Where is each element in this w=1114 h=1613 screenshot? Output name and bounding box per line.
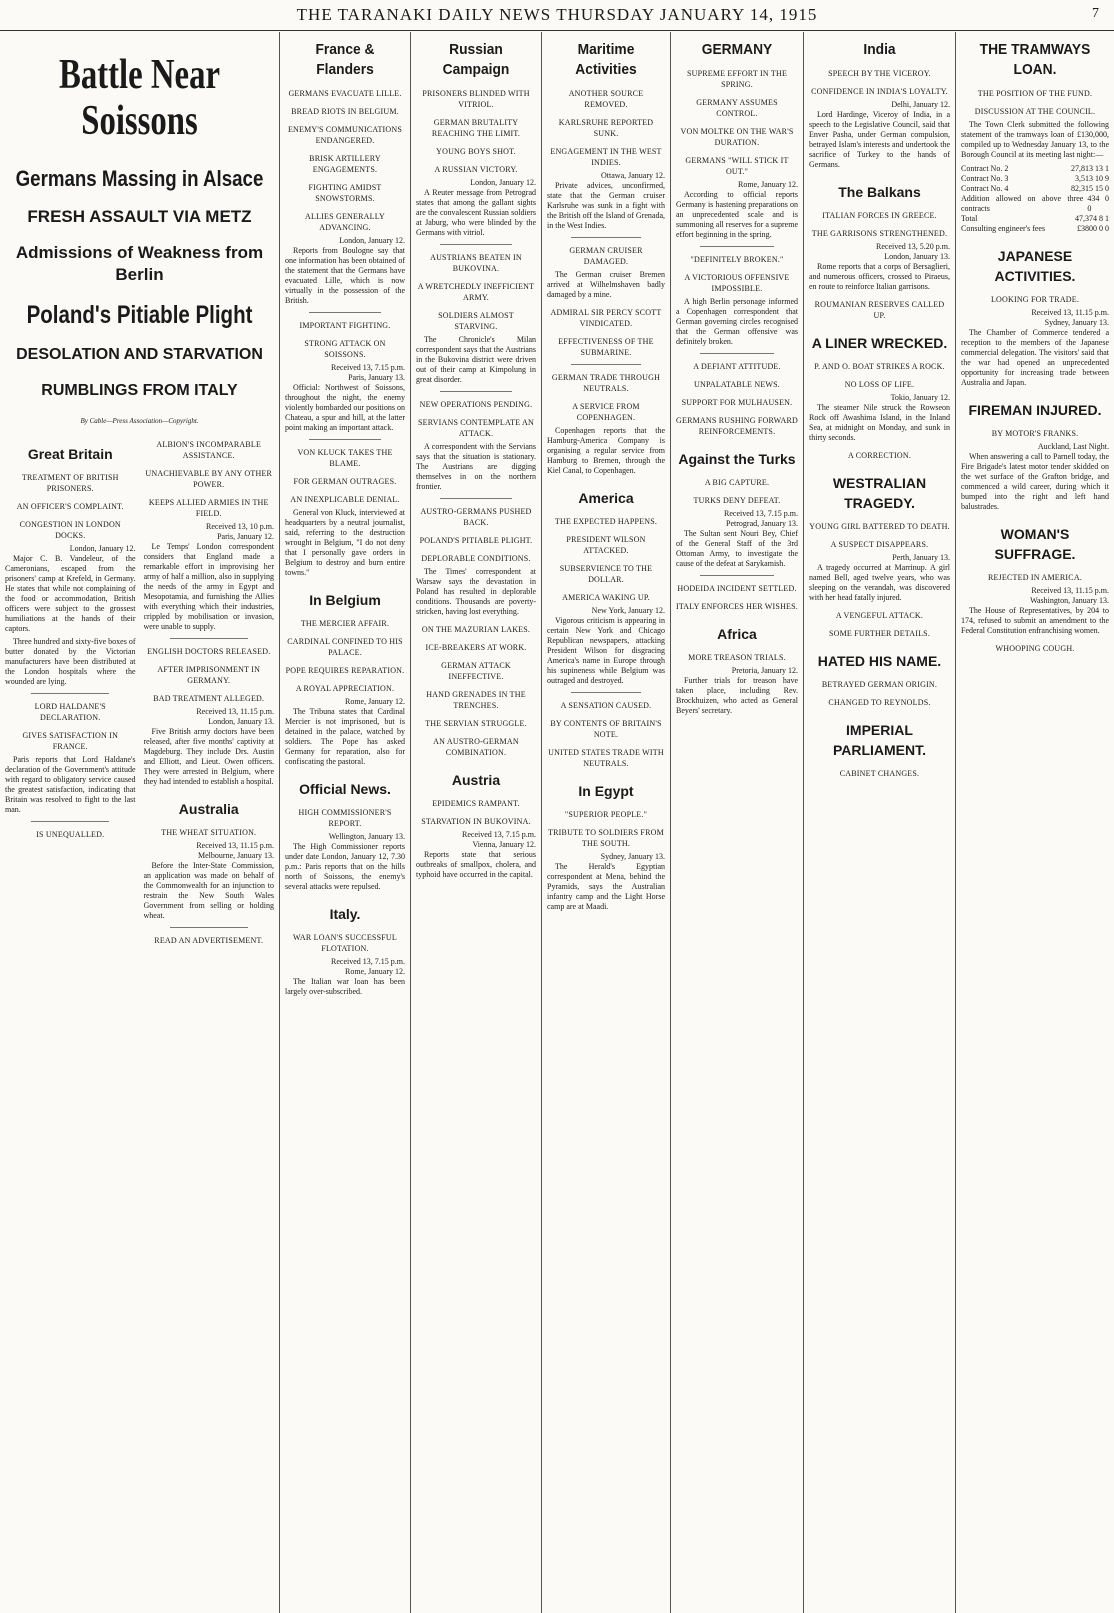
subhead: TREATMENT OF BRITISH PRISONERS. (21, 473, 119, 493)
headline-alsace: Germans Massing in Alsace (15, 166, 264, 191)
subhead: SERVIANS CONTEMPLATE AN ATTACK. (418, 418, 534, 438)
divider (700, 575, 773, 576)
subhead: VON MOLTKE ON THE WAR'S DURATION. (680, 127, 794, 147)
column-india (804, 32, 956, 1613)
article-body: A high Berlin personage informed a Copenhagen correspondent that German governing circles recognised that the German offensive was definitely broken. (676, 297, 798, 346)
subhead: GERMANS EVACUATE LILLE. (288, 89, 402, 98)
subhead: BY MOTOR'S FRANKS. (991, 429, 1079, 438)
subhead: PRISONERS BLINDED WITH VITRIOL. (422, 89, 530, 109)
subhead: AUSTRIANS BEATEN IN BUKOVINA. (430, 253, 522, 273)
subhead: ITALY ENFORCES HER WISHES. (676, 602, 798, 611)
subhead: "DEFINITELY BROKEN." (690, 255, 784, 264)
subhead: SOME FURTHER DETAILS. (828, 629, 931, 638)
subhead: POLAND'S PITIABLE PLIGHT. (419, 536, 533, 545)
ledger-row (961, 194, 1109, 214)
subhead: GERMANS RUSHING FORWARD REINFORCEMENTS. (676, 416, 798, 436)
dateline: Paris, January 13. (348, 373, 405, 382)
divider (170, 927, 248, 928)
divider (440, 391, 512, 392)
subhead: ENEMY'S COMMUNICATIONS ENDANGERED. (287, 125, 403, 145)
subhead: PRESIDENT WILSON ATTACKED. (566, 535, 646, 555)
subhead: LORD HALDANE'S DECLARATION. (34, 702, 106, 722)
subhead: YOUNG GIRL BATTERED TO DEATH. (809, 522, 950, 531)
col1-split (5, 432, 274, 949)
dateline: Washington, January 13. (1030, 596, 1109, 605)
subhead: UNACHIEVABLE BY ANY OTHER POWER. (145, 469, 273, 489)
section-great-britain: Great Britain (27, 446, 113, 462)
subhead: AN INEXPLICABLE DENIAL. (290, 495, 400, 504)
subhead: ADMIRAL SIR PERCY SCOTT VINDICATED. (550, 308, 662, 328)
section-maritime-activities: Maritime Activities (575, 41, 637, 78)
ledger-row (961, 214, 1109, 224)
subhead: UNPALATABLE NEWS. (693, 380, 781, 389)
subhead: HIGH COMMISSIONER'S REPORT. (298, 808, 392, 828)
subhead: THE WHEAT SITUATION. (161, 828, 257, 837)
dateline: Received 13, 7.15 p.m. (462, 830, 536, 839)
column-russian-campaign (411, 32, 542, 1613)
subhead: AN AUSTRO-GERMAN COMBINATION. (433, 737, 519, 757)
subhead: BY CONTENTS OF BRITAIN'S NOTE. (550, 719, 662, 739)
subhead: STRONG ATTACK ON SOISSONS. (304, 339, 386, 359)
divider (31, 821, 109, 822)
headline-soissons: Battle Near Soissons (58, 52, 220, 144)
dateline: Ottawa, January 12. (601, 171, 665, 180)
subhead: DEPLORABLE CONDITIONS. (421, 554, 531, 563)
subhead: YOUNG BOYS SHOT. (436, 147, 516, 156)
ledger-item: Contract No. 2 (961, 164, 1009, 173)
headline-italy: RUMBLINGS FROM ITALY (41, 382, 238, 399)
divider (309, 312, 381, 313)
dateline: Petrograd, January 13. (726, 519, 798, 528)
subhead: GERMAN ATTACK INEFFECTIVE. (441, 661, 511, 681)
ledger-amount: £3800 0 0 (1077, 224, 1109, 233)
subhead: TURKS DENY DEFEAT. (693, 496, 781, 505)
subhead: THE SERVIAN STRUGGLE. (425, 719, 527, 728)
section-official-news: Official News. (299, 781, 391, 797)
article-body: The German cruiser Bremen arrived at Wilhelmshaven badly damaged by a mine. (547, 270, 665, 299)
ledger-row (961, 174, 1109, 184)
dateline: Tokio, January 12. (890, 393, 950, 402)
dateline: London, January 13. (884, 252, 950, 261)
subhead: GERMANS "WILL STICK IT OUT." (685, 156, 789, 176)
section-the-balkans: The Balkans (838, 184, 921, 200)
page-number: 7 (1092, 6, 1100, 21)
subhead: ENGAGEMENT IN THE WEST INDIES. (550, 147, 662, 167)
article-body: Lord Hardinge, Viceroy of India, in a speech to the Legislative Council, said that Enver Pasha, under German compulsion, betrayed Islam's interests and undertook the sacrifice of Turkey to the hands of Germans. (809, 110, 950, 169)
subhead: AFTER IMPRISONMENT IN GERMANY. (157, 665, 261, 685)
article-body: Rome reports that a corps of Bersaglieri, and numerous officers, crossed to Piraeus, en route to reinforce Italian garrisons. (809, 262, 950, 291)
subhead: SPEECH BY THE VICEROY. (828, 69, 931, 78)
article-body: The Chronicle's Milan correspondent says that the Austrians in the Bukovina district were driven out of their camp at Kimpolung in great disorder. (416, 335, 536, 384)
dateline: Received 13, 11.15 p.m. (1031, 586, 1109, 595)
article-body: The Tribuna states that Cardinal Mercier is not imprisoned, but is detained in the palace, watched by soldiers. The Pope has asked Germany for reparation, also for confiscating the pastoral. (285, 707, 405, 766)
subhead: WAR LOAN'S SUCCESSFUL FLOTATION. (293, 933, 397, 953)
subhead: SUBSERVIENCE TO THE DOLLAR. (559, 564, 653, 584)
subhead: KARLSRUHE REPORTED SUNK. (558, 118, 654, 138)
subhead: ENGLISH DOCTORS RELEASED. (147, 647, 271, 656)
ledger-item: Total (961, 214, 978, 223)
dateline: Received 13, 5.20 p.m. (876, 242, 950, 251)
subhead: GERMAN BRUTALITY REACHING THE LIMIT. (431, 118, 521, 138)
dateline: Paris, January 12. (217, 532, 274, 541)
subhead: SUPREME EFFORT IN THE SPRING. (686, 69, 788, 89)
article-body: Official: Northwest of Soissons, throughout the night, the enemy violently bombarded our positions on Chateau, a spur and hill, at the latter point making an important attack. (285, 383, 405, 432)
dateline: Pretoria, January 12. (731, 666, 798, 675)
ledger-row (961, 224, 1109, 234)
subhead: AMERICA WAKING UP. (562, 593, 650, 602)
dateline: Sydney, January 13. (600, 852, 665, 861)
subhead: A SERVICE FROM COPENHAGEN. (572, 402, 640, 422)
subhead: NEW OPERATIONS PENDING. (419, 400, 533, 409)
section-america: America (578, 490, 634, 506)
section-womans-suffrage: WOMAN'S SUFFRAGE. (994, 526, 1076, 562)
divider (31, 693, 109, 694)
article-body: The Town Clerk submitted the following statement of the tramways loan of £130,000, compiled up to Wednesday January 13, to the Borough Council at its meeting last night:— (961, 120, 1109, 159)
article-body: Le Temps' London correspondent considers that England made a remarkable effort in improvising her army of half a million, also in supplying the needs of the army in Egypt and Mesopotamia, and furnishing the Allies with everything which their industries, crippled by mobilisation or invasion, were unable to supply. (143, 542, 274, 631)
column-tramways (956, 32, 1114, 1613)
subhead: FOR GERMAN OUTRAGES. (293, 477, 397, 486)
subhead: GERMANY ASSUMES CONTROL. (696, 98, 778, 118)
section-hated-his-name: HATED HIS NAME. (817, 653, 942, 669)
subhead: THE GARRISONS STRENGTHENED. (811, 229, 948, 238)
subhead: LOOKING FOR TRADE. (990, 295, 1080, 304)
columns (0, 32, 1114, 1613)
section-liner-wrecked: A LINER WRECKED. (811, 335, 948, 351)
dateline: Received 13, 11.15 p.m. (196, 841, 274, 850)
article-body: Private advices, unconfirmed, state that the German cruiser Karlsruhe was sunk in a fight with the British off the Island of Grenada, in the West Indies. (547, 181, 665, 230)
article-body: The Times' correspondent at Warsaw says the devastation in Poland has resulted in deplorable conditions. Thousands are poverty-stricken, having lost everything. (416, 567, 536, 616)
dateline: Auckland, Last Night. (1037, 442, 1109, 451)
section-italy: Italy. (329, 906, 361, 922)
article-body: A correspondent with the Servians says that the situation is stationary. The Austrians are digging themselves in on the northern frontier. (416, 442, 536, 491)
subhead: CABINET CHANGES. (839, 769, 920, 778)
headline-berlin: Admissions of Weakness from Berlin (15, 243, 264, 284)
subhead: BREAD RIOTS IN BELGIUM. (291, 107, 399, 116)
article-body: The steamer Nile struck the Rowseon Rock off Awashima Island, in the Inland Sea, at midnight on Monday, and sunk in thirty seconds. (809, 403, 950, 442)
subhead: SUPPORT FOR MULHAUSEN. (681, 398, 793, 407)
subhead: VON KLUCK TAKES THE BLAME. (297, 448, 393, 468)
ledger (961, 164, 1109, 234)
ledger-item: Addition allowed on above three contracts (961, 194, 1084, 213)
subhead: GERMAN TRADE THROUGH NEUTRALS. (551, 373, 661, 393)
section-france-flanders: France & Flanders (315, 41, 375, 78)
subhead: HAND GRENADES IN THE TRENCHES. (426, 690, 526, 710)
col1-right (144, 432, 275, 949)
subhead: A SENSATION CAUSED. (560, 701, 652, 710)
masthead-title: THE TARANAKI DAILY NEWS THURSDAY JANUARY 14, 1915 (296, 5, 818, 24)
ledger-amount: 27,813 13 1 (1071, 164, 1109, 173)
ledger-amount: 3,513 10 9 (1075, 174, 1109, 183)
subhead: THE EXPECTED HAPPENS. (554, 517, 658, 526)
ledger-amount: 82,315 15 0 (1071, 184, 1109, 193)
dateline: London, January 12. (69, 544, 136, 553)
subhead: IMPORTANT FIGHTING. (299, 321, 391, 330)
subhead: CHANGED TO REYNOLDS. (828, 698, 931, 707)
ledger-row (961, 164, 1109, 174)
subhead: A SUSPECT DISAPPEARS. (830, 540, 929, 549)
section-india: India (863, 41, 896, 58)
subhead: TRIBUTE TO SOLDIERS FROM THE SOUTH. (548, 828, 664, 848)
subhead: THE MERCIER AFFAIR. (300, 619, 390, 628)
dateline: New York, January 12. (591, 606, 665, 615)
divider (571, 364, 642, 365)
subhead: CARDINAL CONFINED TO HIS PALACE. (287, 637, 403, 657)
dateline: Received 13, 11.15 p.m. (1031, 308, 1109, 317)
subhead: HODEIDA INCIDENT SETTLED. (677, 584, 797, 593)
column-france-flanders (280, 32, 411, 1613)
article-body: Reports state that serious outbreaks of smallpox, cholera, and typhoid have occurred in the capital. (416, 850, 536, 879)
subhead: A RUSSIAN VICTORY. (434, 165, 518, 174)
section-japanese-activities: JAPANESE ACTIVITIES. (994, 248, 1076, 284)
subhead: A DEFIANT ATTITUDE. (693, 362, 781, 371)
section-russian-campaign: Russian Campaign (442, 41, 510, 78)
dateline: Received 13, 11.15 p.m. (196, 707, 274, 716)
article-body: The Italian war loan has been largely over-subscribed. (285, 977, 405, 996)
ledger-row (961, 184, 1109, 194)
divider (700, 353, 773, 354)
section-australia: Australia (178, 801, 239, 817)
article-body: The Herald's Egyptian correspondent at Mena, behind the Pyramids, says the Australian infantry camp and the Light Horse camp are at Maadi. (547, 862, 665, 911)
subhead: AN OFFICER'S COMPLAINT. (16, 502, 124, 511)
subhead: DISCUSSION AT THE COUNCIL. (974, 107, 1096, 116)
headline-metz: FRESH ASSAULT VIA METZ (27, 207, 252, 226)
section-westralian-tragedy: WESTRALIAN TRAGEDY. (832, 475, 927, 511)
column-war-news (0, 32, 280, 1613)
subhead: ICE-BREAKERS AT WORK. (425, 643, 527, 652)
subhead: A VICTORIOUS OFFENSIVE IMPOSSIBLE. (684, 273, 790, 293)
column-germany (671, 32, 804, 1613)
subhead: ON THE MAZURIAN LAKES. (421, 625, 531, 634)
article-body: Further trials for treason have taken place, including Rev. Brockhuizen, who acted as General Beyers' secretary. (676, 676, 798, 715)
dateline: Received 13, 7.15 p.m. (331, 363, 405, 372)
masthead (0, 0, 1114, 31)
article-body: Three hundred and sixty-five boxes of butter donated by the Victorian manufacturers have been distributed at the London hospitals where the wounded are lying. (5, 637, 136, 686)
ledger-amount: 47,374 8 1 (1075, 214, 1109, 223)
subhead: EPIDEMICS RAMPANT. (432, 799, 520, 808)
article-body: Paris reports that Lord Haldane's declaration of the Government's attitude with regard to obligatory service caused the greatest satisfaction, indicating that Britain was resolved to fight to the last man. (5, 755, 136, 814)
article-body: A Reuter message from Petrograd states that among the gallant sights are the convalescent Russian soldiers at Jaburg, who were blinded by the Germans with vitriol. (416, 188, 536, 237)
subhead: IS UNEQUALLED. (36, 830, 105, 839)
article-body: Copenhagen reports that the Hamburg-America Company is organising a regular service from Hamburg to Bremen, through the Kiel Canal, to Copenhagen. (547, 426, 665, 475)
headline-poland: Poland's Pitiable Plight (26, 301, 253, 329)
dateline: Rome, January 12. (738, 180, 798, 189)
subhead: CONGESTION IN LONDON DOCKS. (19, 520, 121, 540)
dateline: London, January 12. (470, 178, 536, 187)
section-in-egypt: In Egypt (578, 783, 634, 799)
subhead: NO LOSS OF LIFE. (844, 380, 915, 389)
subhead: ALLIES GENERALLY ADVANCING. (305, 212, 385, 232)
subhead: A VENGEFUL ATTACK. (835, 611, 924, 620)
subhead: BRISK ARTILLERY ENGAGEMENTS. (309, 154, 381, 174)
article-body: Vigorous criticism is appearing in certain New York and Chicago Republican newspapers, attacking President Wilson for disgracing America's name in Europe through his supineness while Belgium was outraged and destroyed. (547, 616, 665, 685)
subhead: A CORRECTION. (847, 451, 912, 460)
dateline: London, January 12. (339, 236, 405, 245)
subhead: THE POSITION OF THE FUND. (977, 89, 1093, 98)
dateline: Melbourne, January 13. (198, 851, 274, 860)
section-fireman-injured: FIREMAN INJURED. (968, 402, 1102, 418)
article-body: The House of Representatives, by 204 to 174, refused to submit an amendment to the Federal Constitution enfranchising women. (961, 606, 1109, 635)
dateline: Rome, January 12. (345, 697, 405, 706)
section-austria: Austria (451, 772, 501, 788)
dateline: Received 13, 7.15 p.m. (331, 957, 405, 966)
dateline: Perth, January 13. (892, 553, 950, 562)
dateline: Sydney, January 13. (1044, 318, 1109, 327)
subhead: STARVATION IN BUKOVINA. (421, 817, 531, 826)
subhead: ALBION'S INCOMPARABLE ASSISTANCE. (156, 440, 262, 460)
ledger-item: Contract No. 4 (961, 184, 1009, 193)
dateline: Vienna, January 12. (472, 840, 536, 849)
subhead: ANOTHER SOURCE REMOVED. (568, 89, 644, 109)
article-body: Before the Inter-State Commission, an application was made on behalf of the Commonwealth for an injunction to restrain the New South Wales Government from selling or holding wheat. (143, 861, 274, 920)
credit-line: By Cable—Press Association—Copyright. (80, 417, 199, 425)
subhead: AUSTRO-GERMANS PUSHED BACK. (420, 507, 532, 527)
article-body: Reports from Boulogne say that one information has been obtained of the statement that the Germans have evacuated Lille, which is now virtually in the possession of the British. (285, 246, 405, 305)
section-africa: Africa (717, 626, 757, 642)
article-body: Major C. B. Vandeleur, of the Cameronians, escaped from the prisoners' camp at Krefeld, in Germany. He states that while not complaining of the food or accommodation, British officers were subject to the grossest humiliations at the hands of their captors. (5, 554, 136, 633)
subhead: READ AN ADVERTISEMENT. (154, 936, 264, 945)
ledger-amount: 434 0 0 (1087, 194, 1109, 213)
dateline: Received 13, 10 p.m. (206, 522, 274, 531)
dateline: Wellington, January 13. (328, 832, 405, 841)
subhead: EFFECTIVENESS OF THE SUBMARINE. (558, 337, 654, 357)
article-body: According to official reports Germany is hastening preparations on an unprecedented scale and is summoning all reserves for a supreme effort beginning in the spring. (676, 190, 798, 239)
section-imperial-parliament: IMPERIAL PARLIAMENT. (832, 722, 927, 758)
ledger-item: Contract No. 3 (961, 174, 1009, 183)
article-body: When answering a call to Parnell today, the Fire Brigade's latest motor tender skidded on the wet surface of the Grafton bridge, and commenced a wild career, during which it bumped into the right and left hand balustrades. (961, 452, 1109, 511)
subhead: A BIG CAPTURE. (704, 478, 770, 487)
subhead: KEEPS ALLIED ARMIES IN THE FIELD. (148, 498, 269, 518)
subhead: BAD TREATMENT ALLEGED. (153, 694, 265, 703)
article-body: A tragedy occurred at Marrinup. A girl named Bell, aged twelve years, who was sleeping on the verandah, was discovered with her head fatally injured. (809, 563, 950, 602)
subhead: CONFIDENCE IN INDIA'S LOYALTY. (811, 87, 948, 96)
divider (309, 439, 381, 440)
subhead: GIVES SATISFACTION IN FRANCE. (22, 731, 119, 751)
subhead: ITALIAN FORCES IN GREECE. (822, 211, 937, 220)
dateline: Rome, January 12. (345, 967, 405, 976)
divider (571, 692, 642, 693)
subhead: GERMAN CRUISER DAMAGED. (569, 246, 643, 266)
subhead: MORE TREASON TRIALS. (688, 653, 786, 662)
subhead: FIGHTING AMIDST SNOWSTORMS. (308, 183, 382, 203)
dateline: London, January 13. (208, 717, 274, 726)
article-body: Five British army doctors have been released, after five months' captivity at Magdeburg. They include Drs. Austin and Elliott, and Lieut. Owen officers. They were arrested in Belgium, where they had intended to establish a hospital. (143, 727, 274, 786)
subhead: P. AND O. BOAT STRIKES A ROCK. (814, 362, 945, 371)
subhead: POPE REQUIRES REPARATION. (285, 666, 405, 675)
article-body: The High Commissioner reports under date London, January 12, 7.30 p.m.: Paris reports that on the hills north of Soissons, the enemy's several attacks were repulsed. (285, 842, 405, 891)
divider (440, 498, 512, 499)
ledger-item: Consulting engineer's fees (961, 224, 1046, 233)
subhead: "SUPERIOR PEOPLE." (564, 810, 648, 819)
article-body: The Chamber of Commerce tendered a reception to the members of the Japanese commercial delegation. The visitors' said that the war had opened an unprecedented opportunity for increasing trade between Australia and Japan. (961, 328, 1109, 387)
divider (571, 237, 642, 238)
subhead: BETRAYED GERMAN ORIGIN. (821, 680, 938, 689)
article-body: The Sultan sent Nouri Bey, Chief of the General Staff of the 3rd Ottoman Army, to investigate the cause of the defeat at Sarykamish. (676, 529, 798, 568)
divider (440, 244, 512, 245)
subhead: UNITED STATES TRADE WITH NEUTRALS. (548, 748, 664, 768)
section-germany: GERMANY (701, 41, 773, 58)
subhead: ROUMANIAN RESERVES CALLED UP. (814, 300, 945, 320)
column-maritime (542, 32, 671, 1613)
subhead: WHOOPING COUGH. (995, 644, 1075, 653)
headline-desolation: DESOLATION AND STARVATION (16, 346, 263, 363)
dateline: Received 13, 7.15 p.m. (724, 509, 798, 518)
divider (700, 246, 773, 247)
subhead: SOLDIERS ALMOST STARVING. (438, 311, 514, 331)
article-body: General von Kluck, interviewed at headquarters by a neutral journalist, said, referring to the destruction wrought in Belgium, "I do not deny that I personally gave orders in Belgium to destroy and burn entire towns." (285, 508, 405, 577)
section-belgium: In Belgium (309, 592, 381, 608)
section-tramways-loan: THE TRAMWAYS LOAN. (979, 41, 1091, 78)
dateline: Delhi, January 12. (891, 100, 950, 109)
subhead: A WRETCHEDLY INEFFICIENT ARMY. (417, 282, 535, 302)
subhead: REJECTED IN AMERICA. (988, 573, 1082, 582)
col1-left (5, 432, 136, 949)
subhead: A ROYAL APPRECIATION. (295, 684, 395, 693)
divider (170, 638, 248, 639)
section-against-the-turks: Against the Turks (678, 451, 796, 467)
